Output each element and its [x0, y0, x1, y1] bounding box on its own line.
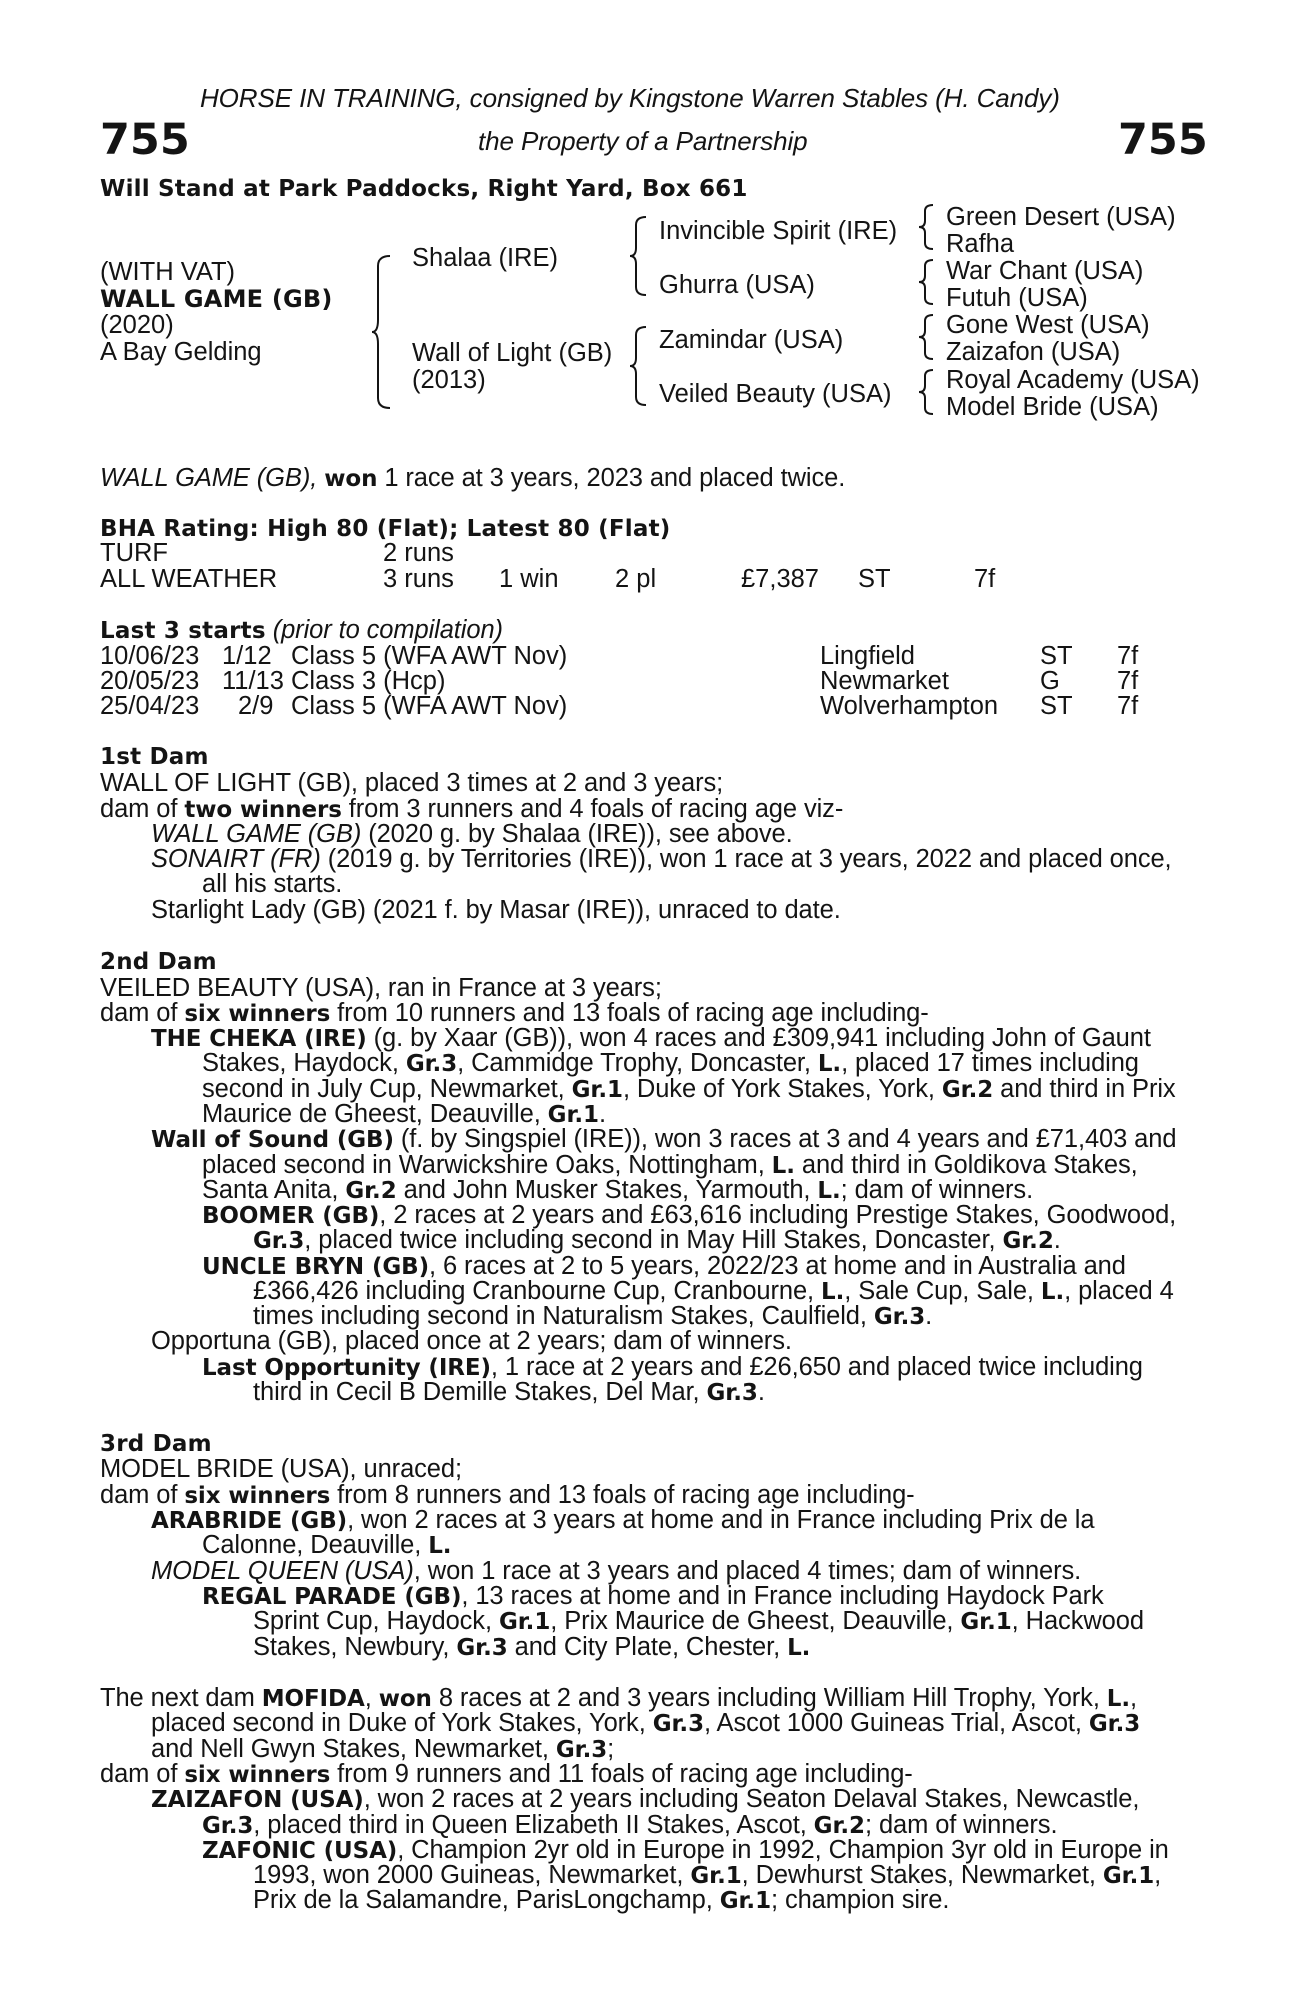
pedigree-brace-dam	[628, 325, 650, 407]
summary-horse-name: WALL GAME (GB)	[100, 464, 311, 492]
text-span: from 9 runners and 11 foals of racing age including-	[330, 1760, 913, 1788]
text-span: , Ascot 1000 Guineas Trial, Ascot,	[703, 1709, 1089, 1737]
produce-last-opportunity-cont	[253, 1380, 765, 1407]
produce-zafonic-cont	[253, 1888, 949, 1915]
produce-regal-parade-cont	[253, 1635, 810, 1662]
grade: Gr.3	[706, 1380, 758, 1406]
grade: L.	[428, 1533, 452, 1559]
produce-name: ARABRIDE (GB)	[151, 1508, 348, 1534]
grade: Gr.1	[498, 1609, 551, 1635]
produce-the-cheka-cont	[202, 1051, 1139, 1078]
produce-sonairt	[151, 847, 1205, 873]
text-span: , Cammidge Trophy, Doncaster,	[457, 1049, 818, 1077]
pedigree-dam: Wall of Light (GB)	[412, 339, 613, 367]
text-span: (f. by Singspiel (IRE)), won 3 races at 3 and 4 years and £71,403 and	[393, 1125, 1177, 1153]
produce-sonairt-cont: all his starts.	[202, 870, 343, 898]
produce-model-queen	[151, 1559, 1081, 1585]
text-span: , Sale Cup, Sale,	[844, 1277, 1041, 1305]
pedigree-dam-dam: Veiled Beauty (USA)	[659, 380, 892, 408]
grade: L.	[787, 1635, 811, 1661]
grade: Gr.3	[202, 1813, 254, 1839]
aw-going: ST	[858, 565, 891, 593]
winners-count: six winners	[184, 1001, 331, 1027]
pedigree-brace-g4	[917, 368, 937, 416]
grade: L.	[1106, 1686, 1130, 1712]
start-going: G	[1040, 667, 1060, 695]
grade: Gr.3	[555, 1737, 608, 1763]
text-span: , Duke of York Stakes, York,	[622, 1075, 942, 1103]
text-span: ; champion sire.	[770, 1886, 950, 1914]
start-class: Class 5 (WFA AWT Nov)	[291, 692, 568, 720]
consignor-line: HORSE IN TRAINING, consigned by Kingstone Warren Stables (H. Candy)	[200, 83, 1060, 113]
text-span: ,	[1154, 1861, 1162, 1889]
produce-name: MODEL QUEEN (USA)	[151, 1557, 414, 1585]
text-span: placed second in Warwickshire Oaks, Nottingham,	[202, 1151, 772, 1179]
grade: Gr.1	[960, 1609, 1012, 1635]
produce-name: Last Opportunity (IRE)	[202, 1355, 491, 1381]
produce-name: ZAIZAFON (USA)	[151, 1787, 364, 1813]
text-span: .	[757, 1378, 765, 1406]
horse-year: (2020)	[100, 311, 174, 339]
produce-name: WALL GAME (GB)	[151, 820, 362, 848]
second-dam-heading: 2nd Dam	[100, 949, 217, 975]
text-span: , 2 races at 2 years and £63,616 including Prestige Stakes, Goodwood,	[379, 1201, 1177, 1229]
start-distance: 7f	[1117, 667, 1139, 695]
start-course: Wolverhampton	[820, 692, 999, 720]
grade: Gr.3	[456, 1635, 508, 1661]
pedigree-g6: Zaizafon (USA)	[946, 338, 1121, 366]
text-span: ,	[1130, 1684, 1137, 1712]
text-span: , placed 17 times including	[841, 1049, 1139, 1077]
pedigree-dam-sire: Zamindar (USA)	[659, 326, 844, 354]
text-span: times including second in Naturalism Stakes, Caulfield,	[253, 1302, 874, 1330]
grade: L.	[771, 1153, 795, 1179]
start-course: Lingfield	[820, 642, 915, 670]
produce-arabride-cont	[202, 1533, 451, 1560]
produce-regal-parade-cont	[253, 1609, 1144, 1636]
grade: Gr.2	[813, 1813, 865, 1839]
grade: Gr.2	[1002, 1228, 1054, 1254]
bha-rating-heading: BHA Rating: High 80 (Flat); Latest 80 (Flat)	[100, 516, 671, 542]
text-span: from 10 runners and 13 foals of racing age including-	[330, 999, 929, 1027]
start-class: Class 5 (WFA AWT Nov)	[291, 642, 568, 670]
text-span: ; dam of winners.	[864, 1811, 1058, 1839]
winners-count: six winners	[184, 1483, 331, 1509]
aw-label: ALL WEATHER	[100, 565, 278, 593]
aw-runs: 3 runs	[383, 565, 454, 593]
start-date: 10/06/23	[100, 642, 200, 670]
text-span: Calonne, Deauville,	[202, 1531, 429, 1559]
grade: Gr.3	[652, 1711, 704, 1737]
winners-count: six winners	[184, 1762, 331, 1788]
pedigree-sire-dam: Ghurra (USA)	[659, 271, 815, 299]
text-span: , won 2 races at 2 years including Seaton Delaval Stakes, Newcastle,	[363, 1785, 1140, 1813]
text-span: (g. by Xaar (GB)), won 4 races and £309,941 including John of Gaunt	[366, 1024, 1151, 1052]
text-span: , placed third in Queen Elizabeth II Stakes, Ascot,	[253, 1811, 814, 1839]
third-dam-heading: 3rd Dam	[100, 1431, 212, 1457]
pedigree-brace-sire	[628, 215, 650, 297]
grade: L.	[821, 1279, 845, 1305]
text-span: placed second in Duke of York Stakes, York,	[151, 1709, 653, 1737]
pedigree-sire-sire: Invincible Spirit (IRE)	[659, 217, 898, 245]
text-span: dam of	[100, 1760, 185, 1788]
grade: Gr.2	[345, 1178, 397, 1204]
grade: Gr.3	[405, 1051, 458, 1077]
horse-description: A Bay Gelding	[100, 338, 262, 366]
turf-label: TURF	[100, 539, 168, 567]
text-span: from 3 runners and 4 foals of racing age viz-	[341, 795, 844, 823]
text-span: , won 1 race at 3 years and placed 4 times; dam of winners.	[413, 1557, 1082, 1585]
lot-number-right: 755	[1118, 115, 1208, 165]
text-span: Stakes, Haydock,	[202, 1049, 406, 1077]
text-span: and City Plate, Chester,	[507, 1633, 788, 1661]
text-span: , won 2 races at 3 years at home and in France including Prix de la	[347, 1506, 1095, 1534]
pedigree-brace-g3	[917, 313, 937, 361]
produce-name: SONAIRT (FR)	[151, 845, 321, 873]
text-span: , Hackwood	[1011, 1607, 1144, 1635]
winners-count: two winners	[184, 797, 342, 823]
aw-wins: 1 win	[499, 565, 559, 593]
pedigree-g5: Gone West (USA)	[946, 311, 1150, 339]
start-going: ST	[1040, 642, 1073, 670]
text-span: .	[598, 1100, 606, 1128]
start-distance: 7f	[1117, 692, 1139, 720]
pedigree-brace-main	[370, 254, 394, 410]
start-date: 25/04/23	[100, 692, 200, 720]
grade: Gr.1	[1102, 1863, 1155, 1889]
grade: L.	[1040, 1279, 1065, 1305]
pedigree-g4: Futuh (USA)	[946, 284, 1088, 312]
text-span: ; dam of winners.	[840, 1176, 1034, 1204]
produce-starlight-lady: Starlight Lady (GB) (2021 f. by Masar (IRE)), unraced to date.	[151, 896, 841, 924]
pedigree-g3: War Chant (USA)	[946, 257, 1144, 285]
produce-wall-of-sound	[151, 1127, 1176, 1154]
produce-zaizafon	[151, 1787, 1139, 1814]
grade: Gr.1	[547, 1102, 599, 1128]
text-span: (2020 g. by Shalaa (IRE)), see above.	[361, 820, 793, 848]
text-span: .	[925, 1302, 933, 1330]
text-span: and third in Prix	[993, 1075, 1176, 1103]
text-span: , 1 race at 2 years and £26,650 and placed twice including	[490, 1353, 1143, 1381]
produce-name: THE CHEKA (IRE)	[151, 1026, 367, 1052]
lot-number-left: 755	[100, 115, 190, 165]
vat-note: (WITH VAT)	[100, 258, 236, 286]
text-span: The next dam	[100, 1684, 262, 1712]
text-span: ,	[364, 1684, 379, 1712]
property-line: the Property of a Partnership	[478, 126, 808, 156]
text-span: , placed twice including second in May Hill Stakes, Doncaster,	[304, 1226, 1003, 1254]
text-span: (2019 g. by Territories (IRE)), won 1 race at 3 years, 2022 and placed once,	[320, 845, 1172, 873]
text-span: £366,426 including Cranbourne Cup, Cranbourne,	[253, 1277, 822, 1305]
produce-wall-game	[151, 822, 793, 848]
text-span: .	[1053, 1226, 1061, 1254]
text-span: and John Musker Stakes, Yarmouth,	[396, 1176, 818, 1204]
text-span: , Prix Maurice de Gheest, Deauville,	[550, 1607, 961, 1635]
grade: Gr.3	[1088, 1711, 1141, 1737]
text-span: Sprint Cup, Haydock,	[253, 1607, 499, 1635]
produce-boomer-cont	[253, 1228, 1061, 1255]
pedigree-g8: Model Bride (USA)	[946, 393, 1159, 421]
turf-runs: 2 runs	[383, 539, 454, 567]
start-date: 20/05/23	[100, 667, 200, 695]
text-span: and third in Goldikova Stakes,	[794, 1151, 1138, 1179]
aw-prize: £7,387	[741, 565, 819, 593]
start-class: Class 3 (Hcp)	[291, 667, 446, 695]
text-span: dam of	[100, 795, 185, 823]
aw-places: 2 pl	[615, 565, 657, 593]
summary-rest: 1 race at 3 years, 2023 and placed twice.	[377, 464, 846, 492]
start-position: 2/9	[238, 692, 274, 720]
produce-name: ZAFONIC (USA)	[202, 1838, 398, 1864]
text-span: 8 races at 2 and 3 years including William Hill Trophy, York,	[431, 1684, 1107, 1712]
pedigree-g2: Rafha	[946, 230, 1015, 258]
next-dam-line-cont	[151, 1711, 1140, 1738]
text-span: 1993, won 2000 Guineas, Newmarket,	[253, 1861, 691, 1889]
text-span: , Dewhurst Stakes, Newmarket,	[741, 1861, 1103, 1889]
grade: Gr.2	[941, 1077, 994, 1103]
last-starts-title: Last 3 starts	[100, 618, 266, 644]
produce-name: BOOMER (GB)	[202, 1203, 380, 1229]
text-span: second in July Cup, Newmarket,	[202, 1075, 572, 1103]
pedigree-dam-year: (2013)	[412, 366, 486, 394]
text-span: Prix de la Salamandre, ParisLongchamp,	[253, 1886, 720, 1914]
produce-name: Wall of Sound (GB)	[151, 1127, 394, 1153]
summary-comma: ,	[310, 464, 318, 492]
grade: Gr.3	[253, 1228, 305, 1254]
pedigree-brace-g2	[917, 258, 937, 306]
grade: Gr.1	[719, 1888, 771, 1914]
pedigree-brace-g1	[917, 203, 937, 251]
text-span: , placed 4	[1064, 1277, 1174, 1305]
text-span: , 6 races at 2 to 5 years, 2022/23 at home and in Australia and	[429, 1252, 1126, 1280]
horse-name: WALL GAME (GB)	[100, 285, 333, 313]
start-position: 11/13	[222, 667, 284, 695]
pedigree-g1: Green Desert (USA)	[946, 203, 1176, 231]
race-summary	[100, 466, 845, 493]
grade: Gr.1	[690, 1863, 742, 1889]
start-distance: 7f	[1117, 642, 1139, 670]
first-dam-line: WALL OF LIGHT (GB), placed 3 times at 2 and 3 years;	[100, 769, 724, 797]
next-dam-name: MOFIDA	[261, 1686, 365, 1712]
text-span: dam of	[100, 999, 185, 1027]
text-span: third in Cecil B Demille Stakes, Del Mar,	[253, 1378, 707, 1406]
text-span: Stakes, Newbury,	[253, 1633, 457, 1661]
text-span: from 8 runners and 13 foals of racing age including-	[330, 1481, 915, 1509]
text-span: , Champion 2yr old in Europe in 1992, Champion 3yr old in Europe in	[397, 1836, 1169, 1864]
text-span: , 13 races at home and in France including Haydock Park	[461, 1582, 1104, 1610]
start-course: Newmarket	[820, 667, 949, 695]
text-span: Santa Anita,	[202, 1176, 346, 1204]
stand-location: Will Stand at Park Paddocks, Right Yard, Box 661	[100, 176, 748, 202]
text-span: Maurice de Gheest, Deauville,	[202, 1100, 548, 1128]
start-position: 1/12	[222, 642, 272, 670]
start-going: ST	[1040, 692, 1073, 720]
pedigree-g7: Royal Academy (USA)	[946, 366, 1200, 394]
last-starts-heading	[100, 618, 503, 645]
pedigree-sire: Shalaa (IRE)	[412, 244, 558, 272]
second-dam-line: VEILED BEAUTY (USA), ran in France at 3 years;	[100, 974, 662, 1002]
grade: L.	[817, 1051, 842, 1077]
text-span: ;	[607, 1735, 615, 1763]
summary-won: won	[324, 466, 378, 492]
text-span: and Nell Gwyn Stakes, Newmarket,	[151, 1735, 556, 1763]
grade: L.	[817, 1178, 841, 1204]
produce-name: REGAL PARADE (GB)	[202, 1584, 462, 1610]
first-dam-heading: 1st Dam	[100, 744, 209, 770]
last-starts-note: (prior to compilation)	[265, 616, 503, 644]
aw-distance: 7f	[974, 565, 996, 593]
won-label: won	[378, 1686, 432, 1712]
grade: Gr.1	[571, 1077, 623, 1103]
produce-opportuna: Opportuna (GB), placed once at 2 years; dam of winners.	[151, 1327, 792, 1355]
text-span: dam of	[100, 1481, 185, 1509]
third-dam-line: MODEL BRIDE (USA), unraced;	[100, 1455, 462, 1483]
produce-name: UNCLE BRYN (GB)	[202, 1254, 430, 1280]
grade: Gr.3	[873, 1304, 926, 1330]
